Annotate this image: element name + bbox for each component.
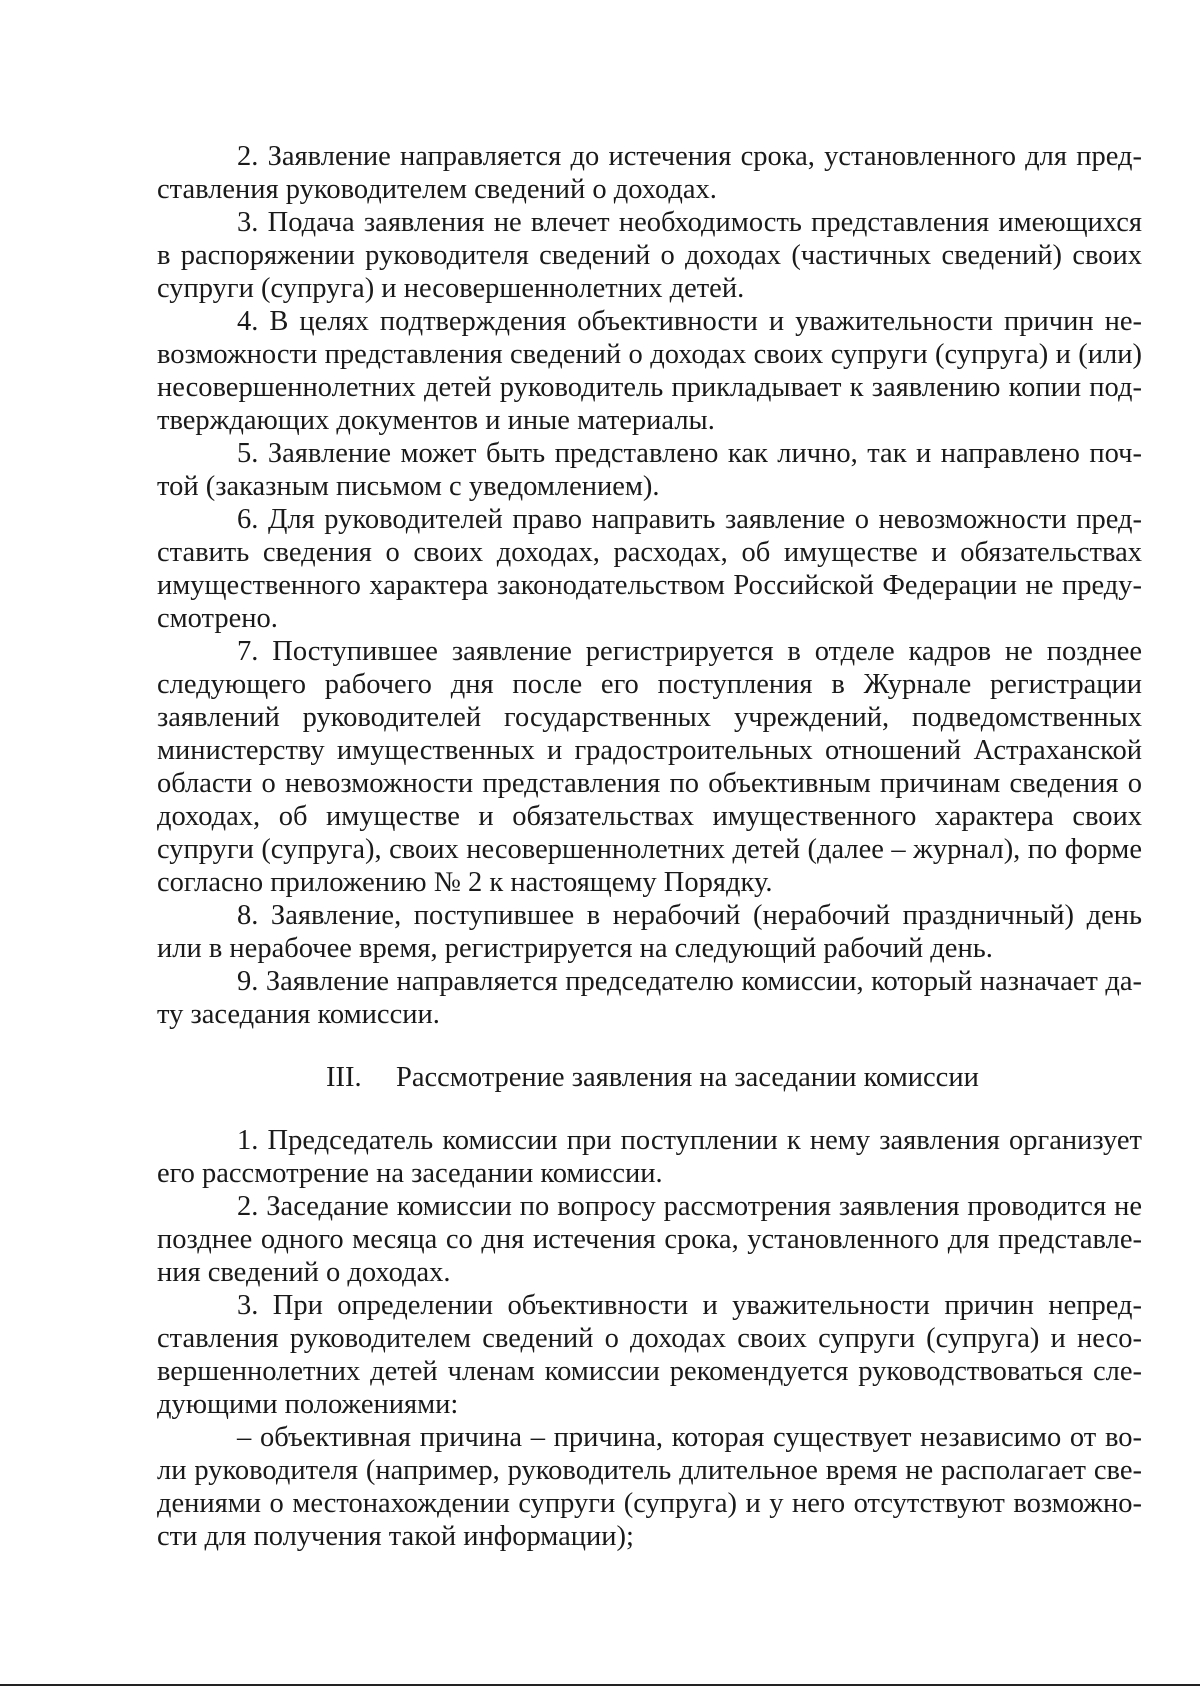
paragraph-3-1: 1. Председатель комиссии при поступлении к нему заявления организует его рассмотрение на заседании комиссии. <box>157 1125 1142 1189</box>
section-number: III. <box>326 1062 362 1093</box>
paragraph-2-8: 8. Заявление, поступившее в нерабочий (нерабочий праздничный) день или в нерабочее время, регистрируется на следующий рабочий день. <box>157 900 1142 964</box>
paragraph-2-9: 9. Заявление направляется председателю комиссии, который назначает дату заседания комиссии. <box>157 966 1142 1030</box>
list-item-objective-reason: – объективная причина – причина, которая существует независимо от воли руководителя (например, руководитель длительное время не располагает сведениями о местонахождении супруги (супруга) и у него отсутствуют возможности для получения такой информации); <box>157 1422 1142 1552</box>
paragraph-2-7: 7. Поступившее заявление регистрируется в отделе кадров не позднее следующего рабочего дня после его поступления в Журнале регистрации заявлений руководителей государственных учреждений, подведомственных министерству имущественных и градостроительных отношений Астраханской области о невозможности представления по объективным причинам сведения о доходах, об имуществе и обязательствах имущественного характера своих супруги (супруга), своих несовершеннолетних детей (далее – журнал), по форме согласно приложению № 2 к настоящему Порядку. <box>157 636 1142 898</box>
section-heading <box>157 1061 1142 1094</box>
paragraph-2-3: 3. Подача заявления не влечет необходимость представления имеющихся в распоряжении руководителя сведений о доходах (частичных сведений) своих супруги (супруга) и несовершеннолетних детей. <box>157 207 1142 304</box>
paragraph-2-6: 6. Для руководителей право направить заявление о невозможности представить сведения о своих доходах, расходах, об имуществе и обязательствах имущественного характера законодательством Российской Федерации не предусмотрено. <box>157 504 1142 634</box>
paragraph-2-4: 4. В целях подтверждения объективности и уважительности причин невозможности представления сведений о доходах своих супруги (супруга) и (или) несовершеннолетних детей руководитель прикладывает к заявлению копии подтверждающих документов и иные материалы. <box>157 306 1142 436</box>
paragraph-2-5: 5. Заявление может быть представлено как лично, так и направлено почтой (заказным письмом с уведомлением). <box>157 438 1142 502</box>
footer-divider <box>0 1684 1200 1686</box>
paragraph-3-2: 2. Заседание комиссии по вопросу рассмотрения заявления проводится не позднее одного месяца со дня истечения срока, установленного для представления сведений о доходах. <box>157 1191 1142 1288</box>
paragraph-2-2: 2. Заявление направляется до истечения срока, установленного для представления руководителем сведений о доходах. <box>157 141 1142 205</box>
paragraph-3-3: 3. При определении объективности и уважительности причин непредставления руководителем сведений о доходах своих супруги (супруга) и несовершеннолетних детей членам комиссии рекомендуется руководствоваться следующими положениями: <box>157 1290 1142 1420</box>
section-title: Рассмотрение заявления на заседании комиссии <box>396 1062 979 1093</box>
document-page <box>157 140 1142 1553</box>
